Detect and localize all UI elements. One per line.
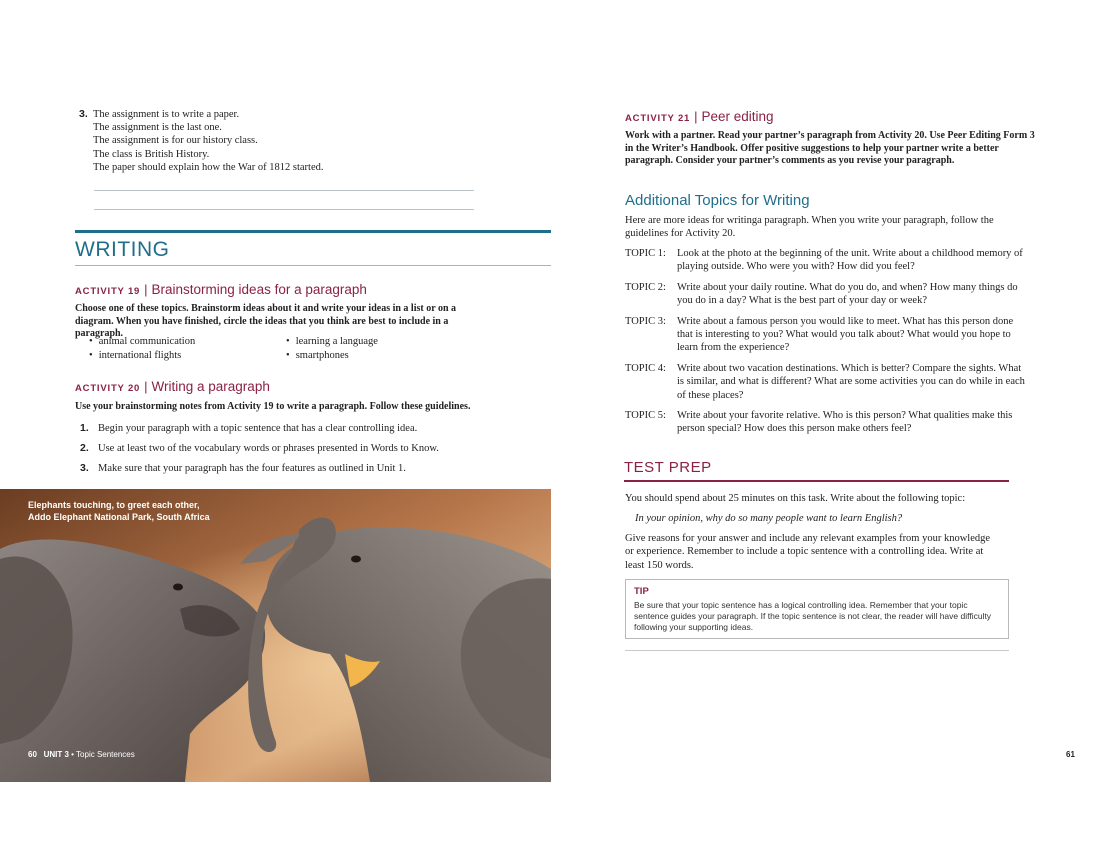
activity-title: Peer editing bbox=[701, 109, 774, 124]
topic-item bbox=[625, 247, 1025, 274]
answer-line[interactable] bbox=[94, 209, 474, 210]
topic-text: Write about your favorite relative. Who is this person? What qualities make this person special? How does this person make others feel? bbox=[677, 410, 1013, 435]
activity-label: ACTIVITY 20 bbox=[75, 383, 141, 394]
topic-text: Write about a famous person you would like to meet. What has this person done that is interesting to you? What would you talk about? What would you hope to learn from the experience? bbox=[677, 315, 1014, 354]
step-number: 1. bbox=[80, 422, 89, 434]
test-prep-heading: TEST PREP bbox=[624, 459, 712, 476]
heading-divider: | bbox=[694, 109, 698, 124]
test-prep-instructions: Give reasons for your answer and include any relevant examples from your knowledge or experience. Remember to include a topic sentence with a controlling idea. Write at least 150 words. bbox=[625, 533, 991, 571]
item-line: The assignment is for our history class. bbox=[93, 135, 258, 147]
item-line: The class is British History. bbox=[93, 148, 210, 160]
page-number-right: 61 bbox=[1066, 750, 1075, 759]
step-text: Make sure that your paragraph has the four features as outlined in Unit 1. bbox=[98, 463, 406, 474]
activity-label: ACTIVITY 21 bbox=[625, 113, 691, 124]
elephants-photo bbox=[0, 489, 551, 782]
item-line: The assignment is the last one. bbox=[93, 122, 222, 134]
photo-caption bbox=[28, 500, 210, 523]
step-text: Use at least two of the vocabulary words or phrases presented in Words to Know. bbox=[98, 443, 439, 454]
item-line: The paper should explain how the War of 1812 started. bbox=[93, 161, 324, 173]
topic-label: TOPIC 1: bbox=[625, 248, 666, 259]
answer-line[interactable] bbox=[94, 190, 474, 191]
step-number: 3. bbox=[80, 462, 89, 474]
activity-20-heading bbox=[75, 378, 270, 396]
topic-item bbox=[625, 409, 1025, 436]
practice-item-3 bbox=[79, 108, 479, 174]
instruction-line: paragraph. Consider your partner’s comments as you revise your paragraph. bbox=[625, 155, 955, 166]
tip-title: TIP bbox=[634, 586, 649, 597]
topic-item bbox=[625, 281, 1025, 308]
page-number: 60 bbox=[28, 750, 37, 759]
activity-title: Writing a paragraph bbox=[151, 379, 270, 394]
instruction-line: in the Writer’s Handbook. Offer positive suggestions to help your partner write a better bbox=[625, 142, 999, 154]
additional-topics-intro: Here are more ideas for writinga paragraph. When you write your paragraph, follow the guidelines for Activity 20. bbox=[625, 215, 994, 240]
instruction-line: Work with a partner. Read your partner’s paragraph from Activity 20. Use Peer Editing Form 3 bbox=[625, 130, 1035, 141]
step-text: Begin your paragraph with a topic sentence that has a clear controlling idea. bbox=[98, 423, 418, 434]
topic-list-col1 bbox=[89, 335, 195, 362]
test-prep-intro: You should spend about 25 minutes on this task. Write about the following topic: bbox=[625, 493, 966, 504]
topic-label: TOPIC 4: bbox=[625, 362, 666, 374]
heading-divider: | bbox=[144, 379, 148, 394]
section-title: WRITING bbox=[75, 238, 170, 261]
item-line: The assignment is to write a paper. bbox=[93, 109, 240, 120]
topic-list-col2 bbox=[286, 335, 378, 362]
item-number: 3. bbox=[79, 108, 88, 120]
topic-label: TOPIC 5: bbox=[625, 410, 666, 422]
topic-text: Write about your daily routine. What do you do, and when? How many things do you do in a day? What is the best part of your day or week? bbox=[677, 281, 1018, 307]
unit-topic: Topic Sentences bbox=[76, 750, 135, 759]
topic-label: TOPIC 2: bbox=[625, 281, 666, 293]
elephants-illustration bbox=[0, 489, 551, 782]
footer-bullet: • bbox=[71, 750, 74, 759]
list-item: • learning a language bbox=[286, 335, 378, 349]
test-prep-prompt: In your opinion, why do so many people want to learn English? bbox=[635, 513, 903, 524]
activity-21-heading bbox=[625, 108, 774, 126]
step-number: 2. bbox=[80, 442, 89, 454]
test-prep-underline bbox=[624, 480, 1009, 482]
guidelines-list bbox=[80, 422, 530, 482]
activity-title: Brainstorming ideas for a paragraph bbox=[151, 282, 367, 297]
list-item: • animal communication bbox=[89, 335, 195, 349]
topic-item bbox=[625, 362, 1025, 402]
unit-label: UNIT 3 bbox=[43, 750, 69, 759]
list-item bbox=[80, 422, 530, 435]
heading-divider: | bbox=[144, 282, 148, 297]
activity-label: ACTIVITY 19 bbox=[75, 286, 141, 297]
activity-19-heading bbox=[75, 281, 367, 299]
topic-text: Look at the photo at the beginning of the unit. Write about a childhood memory of playing outside. Who were you with? How did you feel? bbox=[677, 248, 1023, 273]
caption-line: Addo Elephant National Park, South Africa bbox=[28, 511, 210, 522]
activity-19-instructions: Choose one of these topics. Brainstorm ideas about it and write your ideas in a list or on a diagram. When you have finished, circle the ideas that you think are best to include in a paragraph. bbox=[75, 303, 457, 339]
list-item: • international flights bbox=[89, 349, 195, 363]
section-underline bbox=[75, 265, 551, 266]
list-item bbox=[80, 442, 530, 455]
additional-topics-heading: Additional Topics for Writing bbox=[625, 192, 810, 209]
tip-box bbox=[625, 579, 1009, 639]
section-top-bar bbox=[75, 230, 551, 233]
topic-text: Write about two vacation destinations. Which is better? Compare the sights. What is similar, and what is different? What are some activities you can do while in each of these places? bbox=[677, 362, 1025, 401]
list-item bbox=[80, 462, 530, 475]
caption-line: Elephants touching, to greet each other, bbox=[28, 500, 200, 510]
topics-list bbox=[625, 247, 1025, 436]
answer-line[interactable] bbox=[625, 650, 1009, 651]
activity-20-instructions: Use your brainstorming notes from Activity 19 to write a paragraph. Follow these guidelines. bbox=[75, 401, 471, 412]
topic-item bbox=[625, 315, 1025, 355]
page-footer-left bbox=[28, 750, 135, 759]
activity-21-instructions bbox=[625, 130, 1045, 168]
tip-text: Be sure that your topic sentence has a logical controlling idea. Remember that your topic sentence guides your paragraph. If the topic sentence is not clear, the reader will have difficulty following your supporting ideas. bbox=[634, 600, 992, 632]
topic-label: TOPIC 3: bbox=[625, 315, 666, 327]
list-item: • smartphones bbox=[286, 349, 378, 363]
